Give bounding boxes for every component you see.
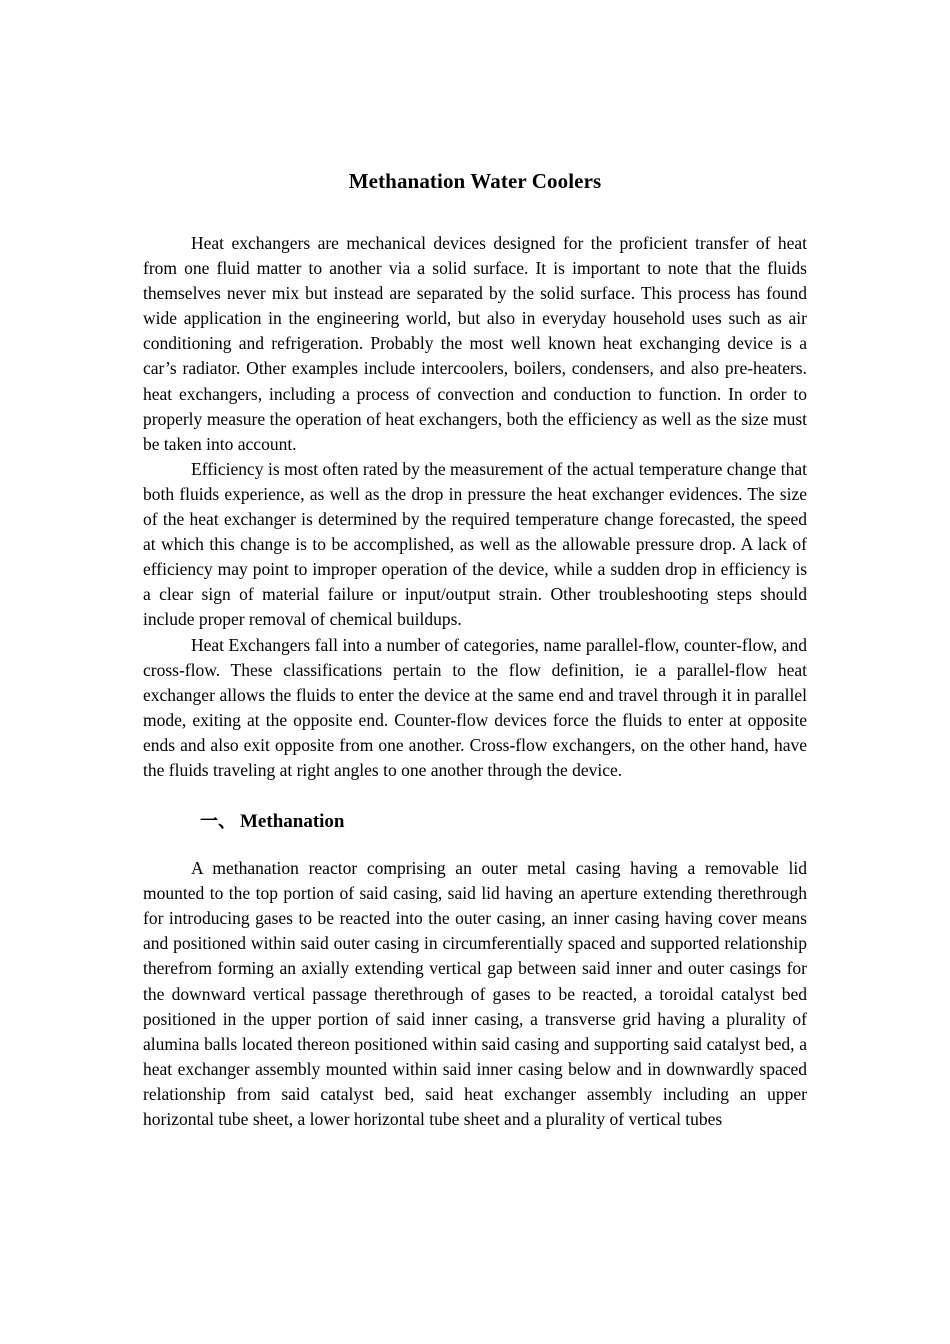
paragraph-categories: Heat Exchangers fall into a number of categories, name parallel-flow, counter-flow, and cross-flow. These classifications pertain to the flow definition, ie a parallel-flow heat exchanger allows the fluids to enter the device at the same end and travel through it in parallel mode, exiting at the opposite end. Counter-flow devices force the fluids to enter at opposite ends and also exit opposite from one another. Cross-flow exchangers, on the other hand, have the fluids traveling at right angles to one another through the device. <box>143 634 807 780</box>
section-heading-methanation <box>143 809 807 835</box>
section-number: 一、 <box>200 811 236 833</box>
paragraph-intro: Heat exchangers are mechanical devices designed for the proficient transfer of heat from one fluid matter to another via a solid surface. It is important to note that the fluids themselves never mix but instead are separated by the solid surface. This process has found wide application in the engineering world, but also in everyday household uses such as air conditioning and refrigeration. Probably the most well known heat exchanging device is a car’s radiator. Other examples include intercoolers, boilers, condensers, and also pre-heaters. heat exchangers, including a process of convection and conduction to function. In order to properly measure the operation of heat exchangers, both the efficiency as well as the size must be taken into account. <box>143 233 807 454</box>
page-title: Methanation Water Coolers <box>348 169 602 193</box>
paragraph-methanation-reactor: A methanation reactor comprising an outer metal casing having a removable lid mounted to the top portion of said casing, said lid having an aperture extending therethrough for introducing gases to be reacted into the outer casing, an inner casing having cover means and positioned within said outer casing in circumferentially spaced and supported relationship therefrom forming an axially extending vertical gap between said inner and outer casings for the downward vertical passage therethrough of gases to be reacted, a toroidal catalyst bed positioned in the upper portion of said inner casing, a transverse grid having a plurality of alumina balls located thereon positioned within said casing and supporting said catalyst bed, a heat exchanger assembly mounted within said inner casing below and in downwardly spaced relationship from said catalyst bed, said heat exchanger assembly including an upper horizontal tube sheet, a lower horizontal tube sheet and a plurality of vertical tubes <box>143 858 807 1129</box>
paragraph-efficiency: Efficiency is most often rated by the measurement of the actual temperature change that both fluids experience, as well as the drop in pressure the heat exchanger evidences. The size of the heat exchanger is determined by the required temperature change forecasted, the speed at which this change is to be accomplished, as well as the allowable pressure drop. A lack of efficiency may point to improper operation of the device, while a sudden drop in efficiency is a clear sign of material failure or input/output strain. Other troubleshooting steps should include proper removal of chemical buildups. <box>143 458 807 630</box>
document-body <box>143 0 807 1132</box>
section-heading-label: Methanation <box>240 811 345 833</box>
